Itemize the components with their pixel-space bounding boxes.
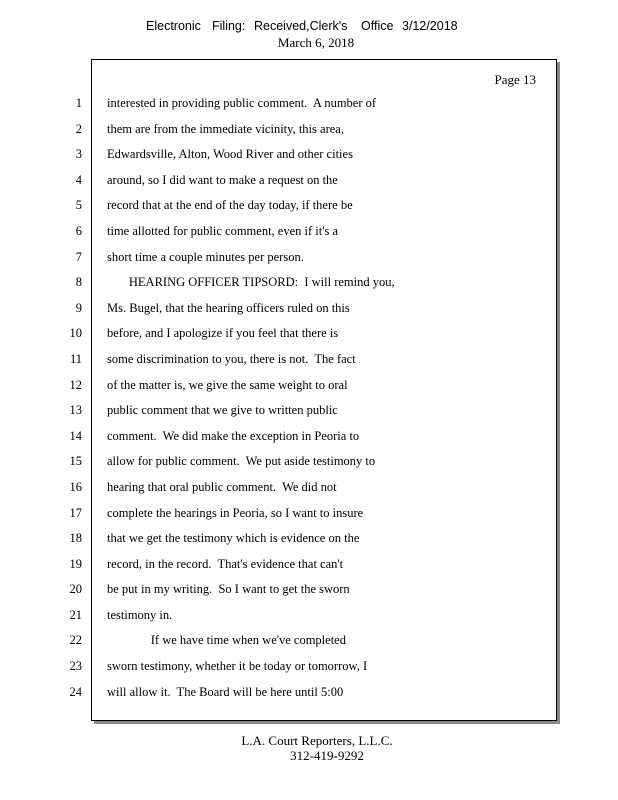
line-text: before, and I apologize if you feel that there is xyxy=(107,326,339,341)
line-text: complete the hearings in Peoria, so I want to insure xyxy=(107,505,364,520)
line-text: public comment that we give to written public xyxy=(107,403,338,418)
transcript-line xyxy=(0,268,618,294)
transcript-line xyxy=(0,652,618,678)
line-number: 1 xyxy=(75,96,82,110)
filing-word: Received,Clerk's xyxy=(254,19,348,33)
transcript-line xyxy=(0,678,618,704)
line-text: around, so I did want to make a request on the xyxy=(107,172,338,187)
line-text: that we get the testimony which is evidence on the xyxy=(107,531,360,546)
line-text: of the matter is, we give the same weight to oral xyxy=(107,377,348,392)
line-number: 2 xyxy=(75,121,82,136)
line-text: If we have time when we've completed xyxy=(107,633,346,648)
transcript-line xyxy=(0,345,618,371)
line-text: short time a couple minutes per person. xyxy=(107,249,304,264)
line-number: 6 xyxy=(75,223,82,238)
transcript-line xyxy=(0,550,618,576)
line-text: them are from the immediate vicinity, this area, xyxy=(107,121,344,136)
line-number: 19 xyxy=(69,556,82,571)
line-text: sworn testimony, whether it be today or tomorrow, I xyxy=(107,659,368,674)
transcript-line xyxy=(0,499,618,525)
transcript-lines xyxy=(0,89,618,703)
line-number: 4 xyxy=(75,172,82,187)
line-text: record, in the record. That's evidence that can't xyxy=(107,556,344,571)
transcript-line xyxy=(0,217,618,243)
line-number: 22 xyxy=(69,633,82,648)
reporter-company: L.A. Court Reporters, L.L.C. xyxy=(241,733,393,748)
transcript-line xyxy=(0,371,618,397)
page-number: Page 13 xyxy=(494,72,536,87)
hearing-date: March 6, 2018 xyxy=(277,35,355,50)
transcript-line xyxy=(0,447,618,473)
line-number: 24 xyxy=(69,684,82,699)
transcript-line xyxy=(0,294,618,320)
line-text: will allow it. The Board will be here until 5:00 xyxy=(107,684,344,699)
line-number: 3 xyxy=(75,147,82,162)
line-number: 21 xyxy=(69,607,82,622)
line-number: 14 xyxy=(69,428,82,443)
line-text: hearing that oral public comment. We did not xyxy=(107,479,337,494)
transcript-line xyxy=(0,243,618,269)
filing-word: Electronic xyxy=(146,19,201,33)
line-text: testimony in. xyxy=(107,607,173,622)
line-text: interested in providing public comment. A number of xyxy=(107,96,377,110)
line-number: 12 xyxy=(69,377,82,392)
transcript-line xyxy=(0,422,618,448)
transcript-line xyxy=(0,191,618,217)
transcript-line xyxy=(0,115,618,141)
transcript-line xyxy=(0,89,618,115)
transcript-line xyxy=(0,601,618,627)
transcript-line xyxy=(0,575,618,601)
transcript-line xyxy=(0,396,618,422)
filing-date: 3/12/2018 xyxy=(402,19,458,33)
reporter-phone: 312-419-9292 xyxy=(290,748,364,763)
line-number: 13 xyxy=(69,403,82,418)
line-number: 9 xyxy=(75,300,82,315)
line-number: 11 xyxy=(69,351,82,366)
line-number: 16 xyxy=(69,479,82,494)
transcript-line xyxy=(0,473,618,499)
line-number: 20 xyxy=(69,582,82,597)
line-text: HEARING OFFICER TIPSORD: I will remind you, xyxy=(107,275,395,290)
transcript-line xyxy=(0,524,618,550)
filing-word: Filing: xyxy=(212,19,246,33)
line-text: comment. We did make the exception in Peoria to xyxy=(107,428,360,443)
line-text: be put in my writing. So I want to get the sworn xyxy=(107,582,350,597)
transcript-line xyxy=(0,166,618,192)
line-number: 10 xyxy=(69,326,82,341)
transcript-line xyxy=(0,626,618,652)
line-number: 7 xyxy=(75,249,82,264)
line-number: 18 xyxy=(69,531,82,546)
line-text: Edwardsville, Alton, Wood River and other cities xyxy=(107,147,353,162)
line-text: some discrimination to you, there is not. The fact xyxy=(107,351,356,366)
filing-word: Office xyxy=(361,19,394,33)
line-number: 8 xyxy=(75,275,82,290)
line-number: 5 xyxy=(75,198,82,213)
line-text: time allotted for public comment, even if it's a xyxy=(107,223,339,238)
filing-header xyxy=(0,19,618,53)
line-text: allow for public comment. We put aside testimony to xyxy=(107,454,376,469)
line-number: 15 xyxy=(69,454,82,469)
footer xyxy=(0,733,618,763)
line-text: record that at the end of the day today, if there be xyxy=(107,198,353,213)
transcript-line xyxy=(0,319,618,345)
line-text: Ms. Bugel, that the hearing officers ruled on this xyxy=(107,300,350,315)
transcript-line xyxy=(0,140,618,166)
line-number: 17 xyxy=(69,505,82,520)
line-number: 23 xyxy=(69,659,82,674)
